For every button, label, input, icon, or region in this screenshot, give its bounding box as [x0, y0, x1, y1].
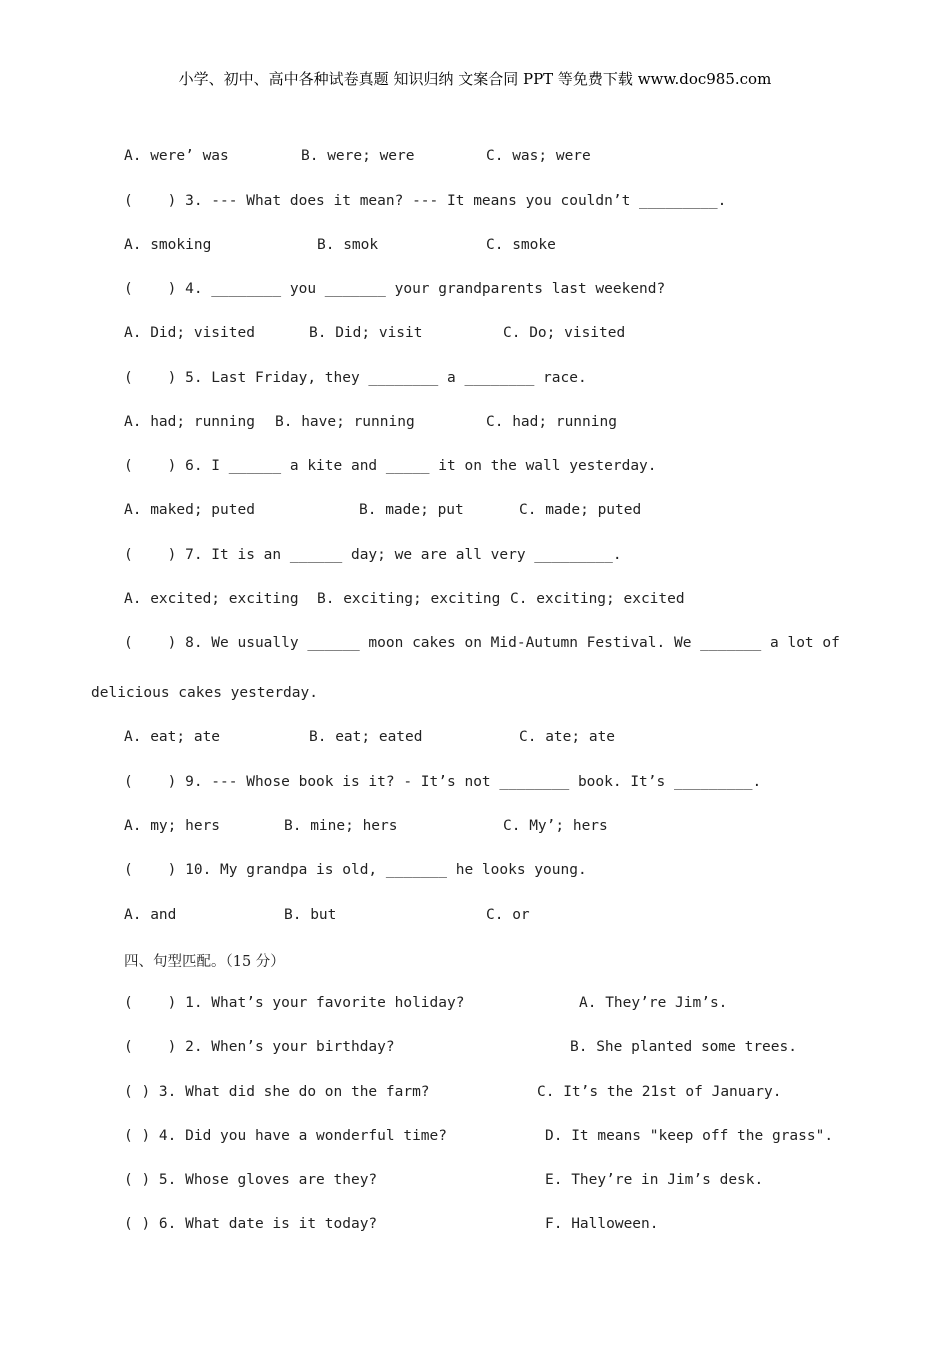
q6-option-c: C. made; puted — [519, 502, 642, 518]
q5-option-b: B. have; running — [275, 414, 415, 430]
q3-option-b: B. smok — [317, 237, 379, 253]
q4-option-c: C. Do; visited — [503, 325, 626, 341]
q3-option-a: A. smoking — [124, 237, 212, 253]
q5-option-c: C. had; running — [486, 414, 617, 430]
match-question-3: ( ) 3. What did she do on the farm? — [124, 1084, 430, 1100]
q9-question: ( ) 9. --- Whose book is it? - It’s not ________ book. It’s _________. — [124, 774, 762, 790]
q10-question: ( ) 10. My grandpa is old, _______ he looks young. — [124, 862, 587, 878]
q2-option-b: B. were; were — [301, 148, 415, 164]
q6-option-b: B. made; put — [359, 502, 464, 518]
q10-option-b: B. but — [284, 907, 337, 923]
q4-question: ( ) 4. ________ you _______ your grandparents last weekend? — [124, 281, 666, 297]
q4-option-a: A. Did; visited — [124, 325, 255, 341]
match-question-2: ( ) 2. When’s your birthday? — [124, 1039, 395, 1055]
q8-question-continued: delicious cakes yesterday. — [91, 685, 318, 701]
match-answer-4: D. It means "keep off the grass". — [545, 1128, 834, 1144]
q6-question: ( ) 6. I ______ a kite and _____ it on the wall yesterday. — [124, 458, 657, 474]
q8-option-b: B. eat; eated — [309, 729, 423, 745]
q7-option-a: A. excited; exciting — [124, 591, 299, 607]
match-row-6 — [124, 1216, 659, 1280]
q3-option-c: C. smoke — [486, 237, 556, 253]
q3-question: ( ) 3. --- What does it mean? --- It means you couldn’t _________. — [124, 193, 727, 209]
match-answer-2: B. She planted some trees. — [570, 1039, 797, 1055]
q6-option-a: A. maked; puted — [124, 502, 255, 518]
q4-option-b: B. Did; visit — [309, 325, 423, 341]
section4-title: 四、句型匹配。（15 分） — [124, 954, 285, 970]
q8-option-a: A. eat; ate — [124, 729, 221, 745]
q7-question: ( ) 7. It is an ______ day; we are all very _________. — [124, 547, 622, 563]
q9-option-b: B. mine; hers — [284, 818, 398, 834]
q10-option-c: C. or — [486, 907, 530, 923]
match-question-6: ( ) 6. What date is it today? — [124, 1216, 378, 1232]
match-answer-1: A. They’re Jim’s. — [579, 995, 728, 1011]
q8-option-c: C. ate; ate — [519, 729, 616, 745]
match-answer-3: C. It’s the 21st of January. — [537, 1084, 782, 1100]
q2-option-a: A. were’ was — [124, 148, 229, 164]
q5-option-a: A. had; running — [124, 414, 255, 430]
page-header: 小学、初中、高中各种试卷真题 知识归纳 文案合同 PPT 等免费下载 www.doc985.com — [178, 70, 772, 88]
q5-question: ( ) 5. Last Friday, they ________ a ________ race. — [124, 370, 587, 386]
q7-option-c: C. exciting; excited — [510, 591, 685, 607]
match-question-5: ( ) 5. Whose gloves are they? — [124, 1172, 378, 1188]
match-answer-5: E. They’re in Jim’s desk. — [545, 1172, 764, 1188]
match-question-1: ( ) 1. What’s your favorite holiday? — [124, 995, 465, 1011]
q9-option-a: A. my; hers — [124, 818, 221, 834]
q10-option-a: A. and — [124, 907, 177, 923]
q2-option-c: C. was; were — [486, 148, 591, 164]
match-question-4: ( ) 4. Did you have a wonderful time? — [124, 1128, 448, 1144]
q7-option-b: B. exciting; exciting — [317, 591, 501, 607]
q8-question: ( ) 8. We usually ______ moon cakes on Mid-Autumn Festival. We _______ a lot of — [124, 635, 840, 651]
q9-option-c: C. My’; hers — [503, 818, 608, 834]
match-answer-6: F. Halloween. — [545, 1216, 659, 1232]
